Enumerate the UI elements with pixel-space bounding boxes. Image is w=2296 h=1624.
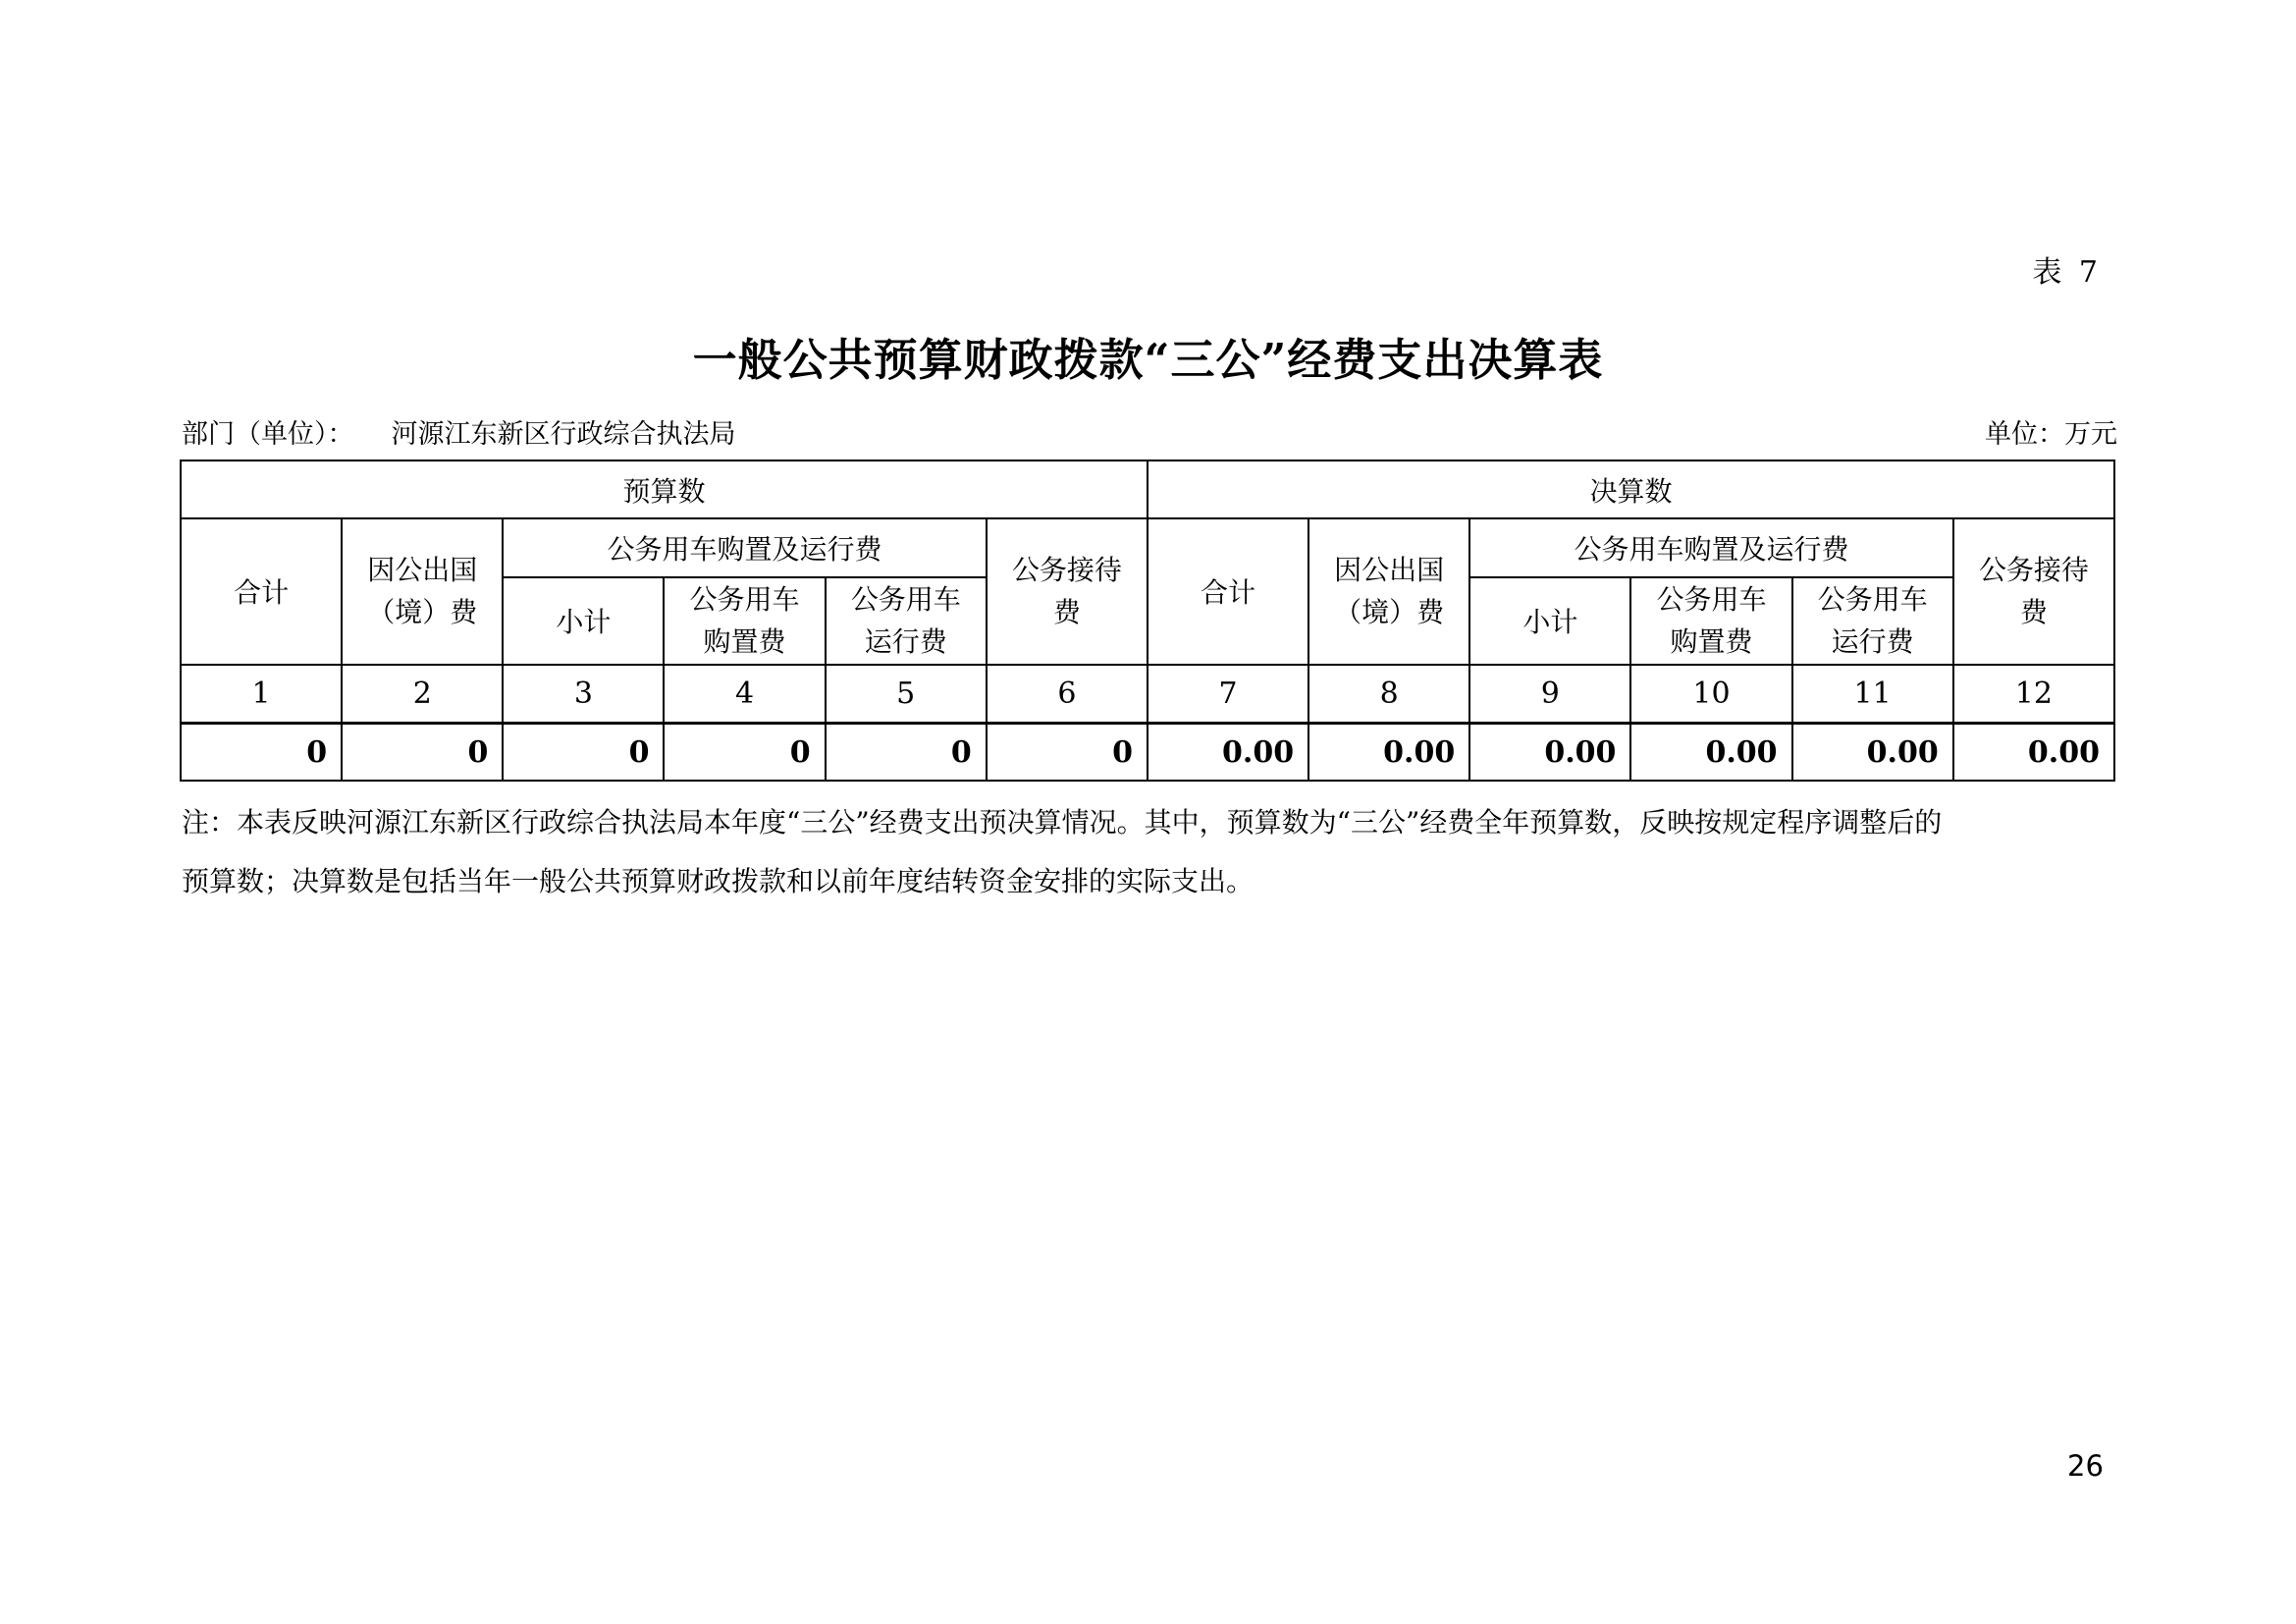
final-subtotal-header: 小计	[1469, 577, 1630, 665]
budget-section-header: 预算数	[181, 460, 1148, 518]
final-purchase-header	[1630, 577, 1791, 665]
budget-purchase-header	[664, 577, 825, 665]
page-number: 26	[2067, 1449, 2104, 1483]
column-number: 11	[1792, 665, 1953, 724]
budget-operation-header-line2: 运行费	[864, 625, 947, 659]
value-cell: 0.00	[1148, 724, 1308, 781]
final-total-header: 合计	[1148, 518, 1308, 665]
section-header-row	[181, 460, 2114, 518]
final-operation-header	[1792, 577, 1953, 665]
final-purchase-header-line2: 购置费	[1670, 625, 1753, 659]
value-cell: 0.00	[1630, 724, 1791, 781]
page-title: 一般公共预算财政拨款“三公”经费支出决算表	[692, 334, 1604, 386]
value-cell: 0.00	[1953, 724, 2114, 781]
footnote	[182, 793, 2140, 911]
final-operation-header-line2: 运行费	[1831, 625, 1914, 659]
department-line	[182, 412, 736, 451]
three-public-expense-table	[180, 460, 2115, 782]
final-reception-header-line1: 公务接待	[1978, 554, 2089, 586]
column-number: 3	[503, 665, 664, 724]
unit-label: 单位：万元	[1985, 419, 2117, 450]
budget-purchase-header-line1: 公务用车	[689, 583, 800, 616]
budget-reception-header-line1: 公务接待	[1011, 554, 1122, 586]
final-abroad-header	[1308, 518, 1469, 665]
column-number: 7	[1148, 665, 1308, 724]
final-section-header: 决算数	[1148, 460, 2114, 518]
budget-purchase-header-line2: 购置费	[703, 625, 786, 659]
data-row	[181, 724, 2114, 781]
final-abroad-header-line2: （境）费	[1334, 596, 1445, 629]
column-number: 8	[1308, 665, 1469, 724]
value-cell: 0	[987, 724, 1148, 781]
column-number: 4	[664, 665, 825, 724]
note-line: 注：本表反映河源江东新区行政综合执法局本年度“三公”经费支出预决算情况。其中，预算数为“三公”经费全年预算数，反映按规定程序调整后的	[182, 806, 1943, 839]
value-cell: 0.00	[1469, 724, 1630, 781]
column-number: 2	[342, 665, 503, 724]
budget-abroad-header-line2: （境）费	[367, 596, 478, 629]
budget-vehicle-group-header: 公务用车购置及运行费	[503, 518, 986, 577]
budget-abroad-header-line1: 因公出国	[367, 554, 478, 586]
value-cell: 0	[181, 724, 342, 781]
table-corner-label: 表 7	[2032, 255, 2102, 290]
column-number: 12	[1953, 665, 2114, 724]
value-cell: 0	[503, 724, 664, 781]
value-cell: 0	[826, 724, 987, 781]
department-value: 河源江东新区行政综合执法局	[391, 419, 736, 450]
budget-operation-header	[826, 577, 987, 665]
final-operation-header-line1: 公务用车	[1817, 583, 1928, 616]
budget-operation-header-line1: 公务用车	[850, 583, 961, 616]
value-cell: 0.00	[1308, 724, 1469, 781]
budget-reception-header-line2: 费	[1052, 596, 1081, 629]
budget-abroad-header	[342, 518, 503, 665]
value-cell: 0	[664, 724, 825, 781]
final-purchase-header-line1: 公务用车	[1656, 583, 1767, 616]
column-number-row	[181, 665, 2114, 724]
column-number: 6	[987, 665, 1148, 724]
department-label: 部门（单位）：	[182, 419, 354, 450]
final-vehicle-group-header: 公务用车购置及运行费	[1469, 518, 1952, 577]
final-reception-header	[1953, 518, 2114, 665]
column-number: 9	[1469, 665, 1630, 724]
meta-row	[182, 412, 2117, 451]
column-number: 1	[181, 665, 342, 724]
group-header-row	[181, 518, 2114, 577]
column-number: 5	[826, 665, 987, 724]
note-line: 预算数；决算数是包括当年一般公共预算财政拨款和以前年度结转资金安排的实际支出。	[182, 865, 1255, 897]
final-abroad-header-line1: 因公出国	[1334, 554, 1445, 586]
column-number: 10	[1630, 665, 1791, 724]
value-cell: 0	[342, 724, 503, 781]
budget-subtotal-header: 小计	[503, 577, 664, 665]
final-reception-header-line2: 费	[2019, 596, 2048, 629]
budget-reception-header	[987, 518, 1148, 665]
budget-total-header: 合计	[181, 518, 342, 665]
value-cell: 0.00	[1792, 724, 1953, 781]
